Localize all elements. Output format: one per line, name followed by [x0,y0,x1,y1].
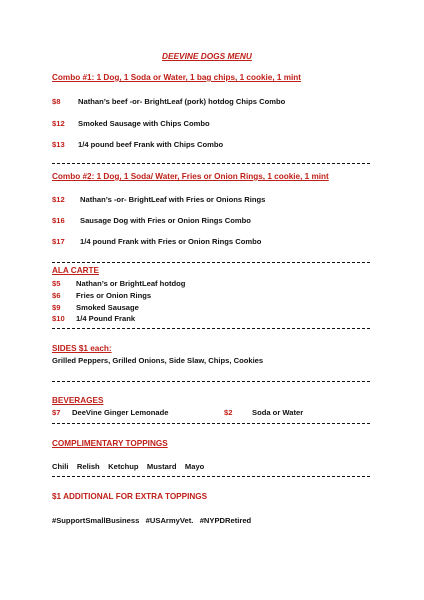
ala-carte-item4-desc: 1/4 Pound Frank [76,314,136,323]
combo2-item1-desc: Nathan’s -or- BrightLeaf with Fries or Onions Rings [80,195,266,204]
combo1-item3-desc: 1/4 pound beef Frank with Chips Combo [78,140,224,149]
hashtags: #SupportSmallBusiness #USArmyVet. #NYPDRetired [52,516,252,525]
beverage2-desc: Soda or Water [252,408,304,417]
combo1-heading: Combo #1: 1 Dog, 1 Soda or Water, 1 bag chips, 1 cookie, 1 mint [52,73,302,82]
extra-toppings-note: $1 ADDITIONAL FOR EXTRA TOPPINGS [52,492,208,501]
divider [52,328,370,329]
beverage1-desc: DeeVine Ginger Lemonade [72,408,169,417]
combo1-item2-desc: Smoked Sausage with Chips Combo [78,119,210,128]
combo2-item2-desc: Sausage Dog with Fries or Onion Rings Combo [80,216,251,225]
divider [52,423,370,424]
toppings-heading: COMPLIMENTARY TOPPINGS [52,439,168,448]
combo1-item3-price: $13 [52,140,65,149]
ala-carte-item1-desc: Nathan’s or BrightLeaf hotdog [76,279,186,288]
divider [52,163,370,164]
combo2-item2-price: $16 [52,216,65,225]
ala-carte-item4-price: $10 [52,314,65,323]
toppings-list: Chili Relish Ketchup Mustard Mayo [52,462,205,471]
combo2-item1-price: $12 [52,195,65,204]
ala-carte-heading: ALA CARTE [52,266,99,275]
divider [52,476,370,477]
sides-heading: SIDES $1 each: [52,344,112,353]
ala-carte-item2-price: $6 [52,291,61,300]
combo2-item3-price: $17 [52,237,65,246]
ala-carte-item3-price: $9 [52,303,61,312]
ala-carte-item1-price: $5 [52,279,61,288]
combo1-item2-price: $12 [52,119,65,128]
ala-carte-item2-desc: Fries or Onion Rings [76,291,152,300]
sides-list: Grilled Peppers, Grilled Onions, Side Slaw, Chips, Cookies [52,356,264,365]
combo2-item3-desc: 1/4 pound Frank with Fries or Onion Rings Combo [80,237,262,246]
divider [52,262,370,263]
combo1-item1-price: $8 [52,97,61,106]
menu-title: DEEVINE DOGS MENU [162,51,252,61]
ala-carte-item3-desc: Smoked Sausage [76,303,139,312]
beverages-heading: BEVERAGES [52,396,104,405]
divider [52,381,370,382]
beverage1-price: $7 [52,408,61,417]
combo1-item1-desc: Nathan’s beef -or- BrightLeaf (pork) hotdog Chips Combo [78,97,286,106]
beverage2-price: $2 [224,408,233,417]
combo2-heading: Combo #2: 1 Dog, 1 Soda/ Water, Fries or Onion Rings, 1 cookie, 1 mint [52,172,329,181]
